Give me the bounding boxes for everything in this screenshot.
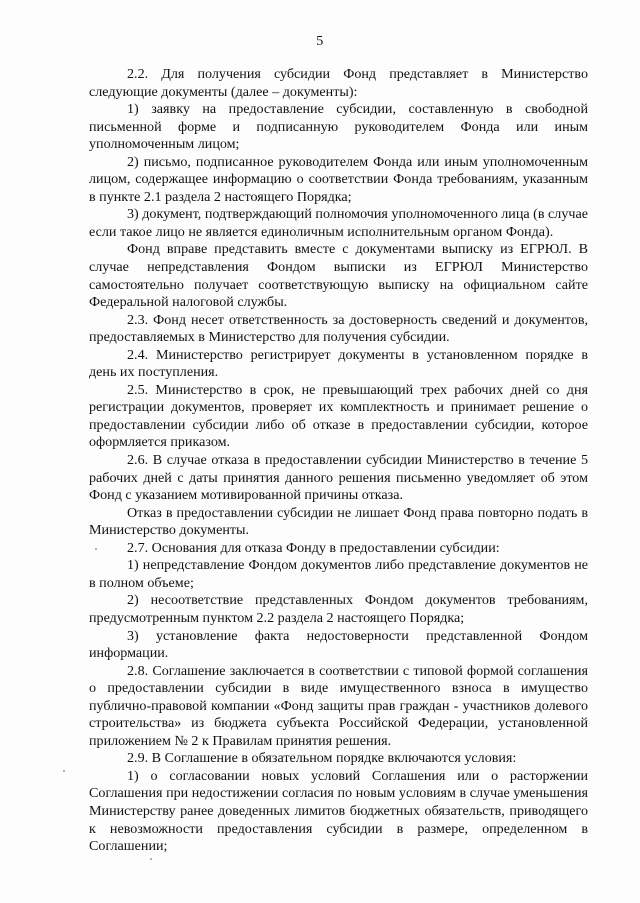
paragraph-2-2-item-3: 3) документ, подтверждающий полномочия уполномоченного лица (в случае если такое лицо не является единоличным исполнительным органом Фонда). [89, 206, 588, 240]
scan-speck [63, 770, 65, 772]
paragraph-2-6: 2.6. В случае отказа в предоставлении субсидии Министерство в течение 5 рабочих дней с даты принятия данного решения письменно уведомляет об этом Фонд с указанием мотивированной причины отказа. [89, 452, 588, 504]
paragraph-2-7-item-1: 1) непредставление Фондом документов либо представление документов не в полном объеме; [89, 557, 588, 591]
scan-speck [150, 858, 152, 860]
page-number: 5 [316, 34, 324, 49]
paragraph-refusal-resubmit: Отказ в предоставлении субсидии не лишает Фонд права повторно подать в Министерство документы. [89, 504, 588, 539]
document-body [89, 66, 588, 856]
paragraph-2-7-item-3: 3) установление факта недостоверности представленной Фондом информации. [89, 627, 588, 662]
paragraph-egrul-extract: Фонд вправе представить вместе с документами выписку из ЕГРЮЛ. В случае непредставления Фондом выписки из ЕГРЮЛ Министерство самостоятельно получает соответствующую выписку на официальном сайте Федеральной налоговой службы. [89, 241, 588, 311]
paragraph-2-5: 2.5. Министерство в срок, не превышающий трех рабочих дней со дня регистрации документов, проверяет их комплектность и принимает решение о предоставлении субсидии либо об отказе в предоставлении субсидии, которое оформляется приказом. [89, 381, 588, 451]
paragraph-2-7: 2.7. Основания для отказа Фонду в предоставлении субсидии: [127, 539, 500, 556]
paragraph-2-9-item-1: 1) о согласовании новых условий Соглашения или о расторжении Соглашения при недостижении согласия по новым условиям в случае уменьшения Министерству ранее доведенных лимитов бюджетных обязательств, приводящего к невозможности предоставления субсидии в размере, определенном в Соглашении; [89, 767, 588, 855]
paragraph-2-9: 2.9. В Соглашение в обязательном порядке включаются условия: [127, 750, 517, 767]
scan-speck [95, 548, 97, 550]
paragraph-2-3: 2.3. Фонд несет ответственность за достоверность сведений и документов, предоставляемых в Министерство для получения субсидии. [89, 311, 588, 346]
paragraph-2-7-item-2: 2) несоответствие представленных Фондом документов требованиям, предусмотренным пунктом 2.2 раздела 2 настоящего Порядка; [89, 592, 588, 626]
paragraph-2-8: 2.8. Соглашение заключается в соответствии с типовой формой соглашения о предоставлении субсидии в виде имущественного взноса в имущество публично-правовой компании «Фонд защиты прав граждан - участников долевого строительства» из бюджета субъекта Российской Федерации, установленной приложением № 2 к Правилам принятия решения. [89, 662, 588, 749]
paragraph-2-2-item-2: 2) письмо, подписанное руководителем Фонда или иным уполномоченным лицом, содержащее информацию о соответствии Фонда требованиям, указанным в пункте 2.1 раздела 2 настоящего Порядка; [89, 153, 588, 205]
paragraph-2-2-item-1: 1) заявку на предоставление субсидии, составленную в свободной письменной форме и подписанную руководителем Фонда или иным уполномоченным лицом; [89, 101, 588, 153]
paragraph-2-4: 2.4. Министерство регистрирует документы в установленном порядке в день их поступления. [89, 346, 588, 381]
paragraph-2-2: 2.2. Для получения субсидии Фонд представляет в Министерство следующие документы (далее – документы): [89, 66, 588, 100]
